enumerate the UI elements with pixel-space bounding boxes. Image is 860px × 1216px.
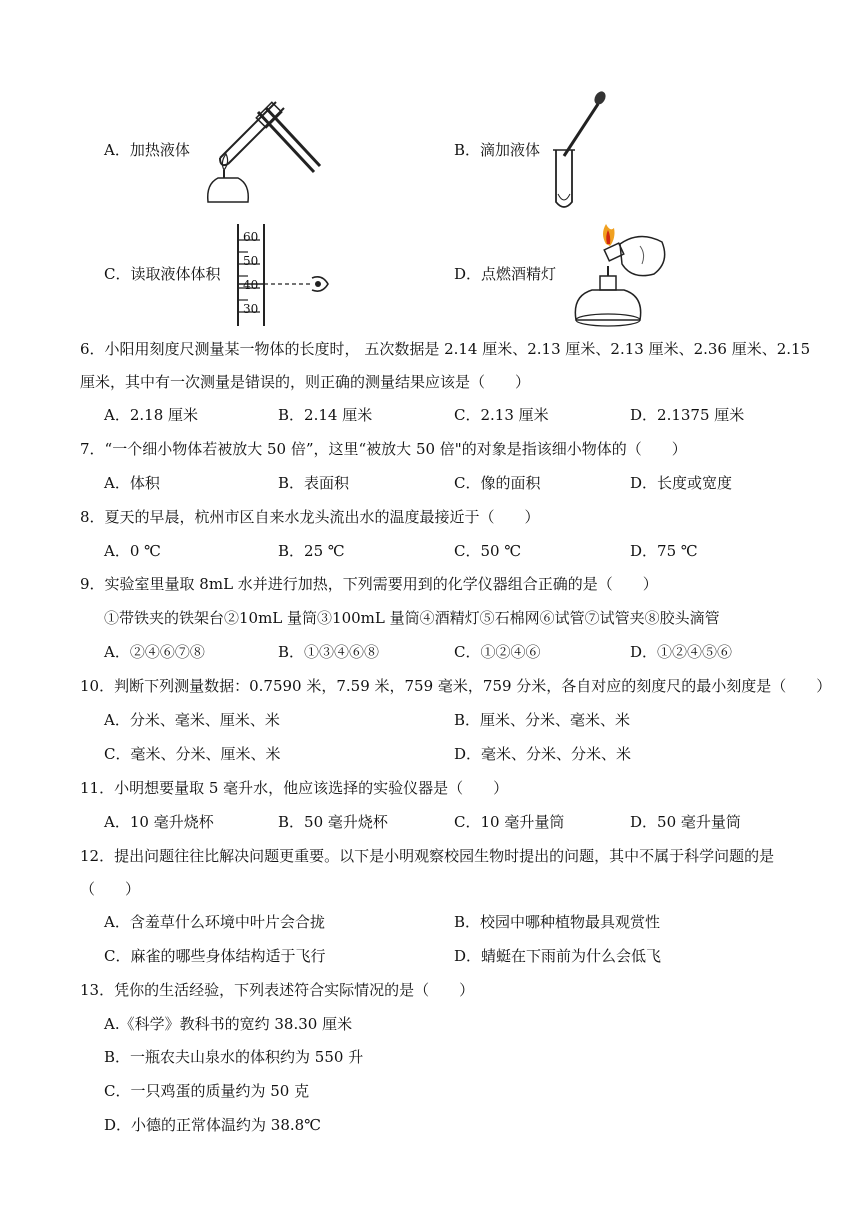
q13-option-c: C．一只鸡蛋的质量约为 50 克 [104, 1082, 310, 1100]
q9-option-a: A．②④⑥⑦⑧ [104, 643, 205, 661]
q10-option-b: B．厘米、分米、毫米、米 [454, 711, 631, 729]
q6-option-d: D．2.1375 厘米 [630, 406, 745, 424]
q8-option-a: A．0 ℃ [104, 542, 161, 560]
q11-option-b: B．50 毫升烧杯 [278, 813, 388, 831]
test-tube-heating-figure [196, 92, 328, 210]
q8-stem: 8．夏天的早晨，杭州市区自来水龙头流出水的温度最接近于（ ） [80, 508, 540, 526]
q7-stem: 7．“一个细小物体若被放大 50 倍”，这里“被放大 50 倍"的对象是指该细小物体的（ ） [80, 440, 687, 458]
q11-option-d: D．50 毫升量筒 [630, 813, 741, 831]
dropper-figure [548, 90, 612, 212]
q10-option-a: A．分米、毫米、厘米、米 [104, 711, 280, 729]
q13-option-a: A.《科学》教科书的宽约 38.30 厘米 [104, 1015, 353, 1033]
q6-option-c: C．2.13 厘米 [454, 406, 549, 424]
q9-option-c: C．①②④⑥ [454, 643, 541, 661]
q6-option-b: B．2.14 厘米 [278, 406, 373, 424]
q11-stem: 11．小明想要量取 5 毫升水，他应该选择的实验仪器是（ ） [80, 779, 509, 797]
q5-option-a: A．加热液体 [104, 141, 190, 159]
q7-option-b: B．表面积 [278, 474, 350, 492]
q12-stem-line2: （ ） [80, 880, 141, 898]
q9-items: ①带铁夹的铁架台②10mL 量筒③100mL 量筒④酒精灯⑤石棉网⑥试管⑦试管夹⑧胶头滴管 [104, 609, 720, 627]
scale-tick-50: 50 [243, 254, 259, 268]
q9-option-d: D．①②④⑤⑥ [630, 643, 733, 661]
q11-option-a: A．10 毫升烧杯 [104, 813, 214, 831]
scale-tick-40: 40 [243, 278, 259, 292]
q13-option-d: D．小德的正常体温约为 38.8℃ [104, 1116, 321, 1134]
q5-option-d: D．点燃酒精灯 [454, 265, 557, 283]
q12-option-b: B．校园中哪种植物最具观赏性 [454, 913, 661, 931]
q5-option-b: B．滴加液体 [454, 141, 541, 159]
q7-option-a: A．体积 [104, 474, 160, 492]
q8-option-b: B．25 ℃ [278, 542, 345, 560]
q7-option-d: D．长度或宽度 [630, 474, 733, 492]
q13-stem: 13．凭你的生活经验，下列表述符合实际情况的是（ ） [80, 981, 475, 999]
q13-option-b: B．一瓶农夫山泉水的体积约为 550 升 [104, 1048, 364, 1066]
q6-option-a: A．2.18 厘米 [104, 406, 198, 424]
q12-option-a: A．含羞草什么环境中叶片会合拢 [104, 913, 325, 931]
lighting-lamp-figure [570, 224, 674, 328]
q12-stem-line1: 12．提出问题往往比解决问题更重要。以下是小明观察校园生物时提出的问题，其中不属于科学问题的是 [80, 847, 775, 865]
q9-option-b: B．①③④⑥⑧ [278, 643, 380, 661]
q9-stem: 9．实验室里量取 8mL 水并进行加热，下列需要用到的化学仪器组合正确的是（ ） [80, 575, 658, 593]
q10-option-d: D．毫米、分米、分米、米 [454, 745, 632, 763]
q6-stem-line2: 厘米，其中有一次测量是错误的，则正确的测量结果应该是（ ） [80, 373, 531, 391]
scale-tick-30: 30 [243, 302, 259, 316]
q12-option-c: C．麻雀的哪些身体结构适于飞行 [104, 947, 326, 965]
q6-stem-line1: 6．小阳用刻度尺测量某一物体的长度时， 五次数据是 2.14 厘米、2.13 厘米、2.13 厘米、2.36 厘米、2.15 [80, 340, 811, 358]
q10-option-c: C．毫米、分米、厘米、米 [104, 745, 281, 763]
q7-option-c: C．像的面积 [454, 474, 541, 492]
scale-tick-60: 60 [243, 230, 259, 244]
q5-option-c: C．读取液体体积 [104, 265, 221, 283]
q10-stem: 10．判断下列测量数据：0.7590 米，7.59 米，759 毫米，759 分米，各自对应的刻度尺的最小刻度是（ ） [80, 677, 832, 695]
q8-option-d: D．75 ℃ [630, 542, 698, 560]
q8-option-c: C．50 ℃ [454, 542, 522, 560]
q11-option-c: C．10 毫升量筒 [454, 813, 565, 831]
q12-option-d: D．蜻蜓在下雨前为什么会低飞 [454, 947, 662, 965]
